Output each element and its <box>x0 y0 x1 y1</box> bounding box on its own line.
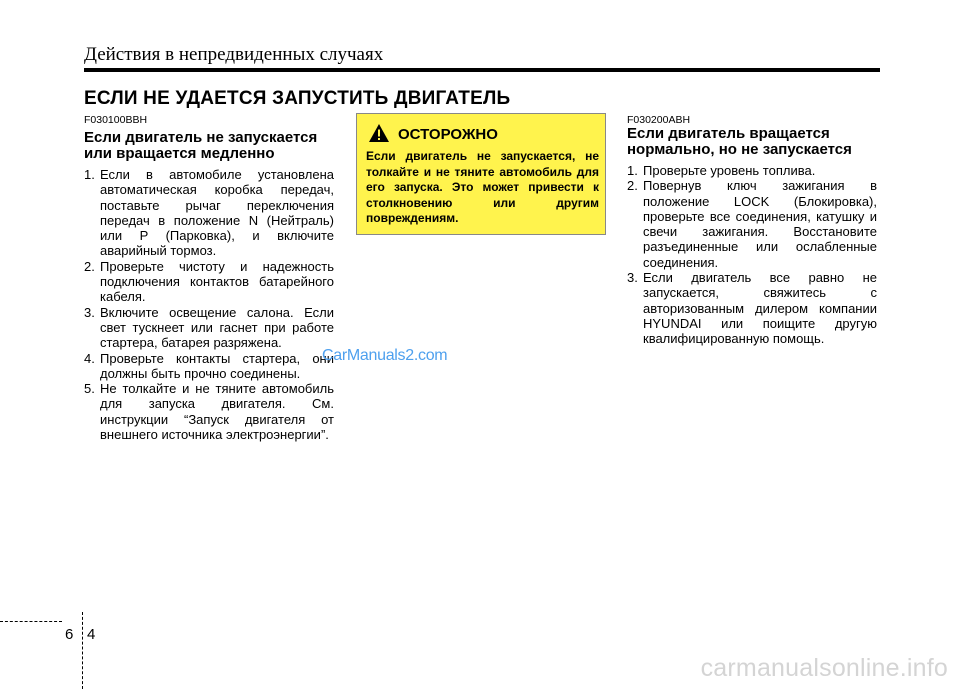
warning-triangle-icon <box>368 123 390 143</box>
warning-title: ОСТОРОЖНО <box>398 126 498 143</box>
left-code: F030100BBH <box>84 114 148 126</box>
right-subhead: Если двигатель вращается нормально, но не запускается <box>627 125 852 158</box>
list-item: 1. Проверьте уровень топлива. <box>627 163 816 178</box>
chapter-title: Действия в непредвиденных случаях <box>84 44 384 65</box>
section-title: ЕСЛИ НЕ УДАЕТСЯ ЗАПУСТИТЬ ДВИГАТЕЛЬ <box>84 88 511 109</box>
right-list <box>627 163 877 347</box>
list-item: 2. Проверьте чистоту и надежность подключения контактов батарейного кабеля. <box>84 258 334 305</box>
page-number: 4 <box>87 626 96 643</box>
footer-rule <box>0 621 62 622</box>
right-code: F030200ABH <box>627 114 691 126</box>
footer-watermark: carmanualsonline.info <box>700 654 948 682</box>
list-item: 5. Не толкайте и не тяните автомобиль для запуска двигателя. См. инструкции “Запуск двигателя от внешнего источника электроэнергии”. <box>84 381 334 443</box>
footer-divider <box>82 612 83 689</box>
list-item: 1. Если в автомобиле установлена автоматическая коробка передач, поставьте рычаг переключения передач в положение N (Нейтраль) или P (Парковка), и включите аварийный тормоз. <box>84 167 334 259</box>
list-item: 4. Проверьте контакты стартера, они должны быть прочно соединены. <box>84 350 334 381</box>
list-item: 3. Включите освещение салона. Если свет тускнеет или гаснет при работе стартера, батарея разряжена. <box>84 304 334 351</box>
left-subhead: Если двигатель не запускается или вращается медленно <box>84 129 318 162</box>
list-item: 2. Повернув ключ зажигания в положение LOCK (Блокировка), проверьте все соединения, катушку и свечи зажигания. Восстановите разъединенные или ослабленные соединения. <box>627 178 877 270</box>
header-rule <box>84 68 880 72</box>
left-list <box>84 167 334 442</box>
watermark-link[interactable]: CarManuals2.com <box>322 347 448 364</box>
warning-text: Если двигатель не запускается, не толкайте и не тяните автомобиль для его запуска. Это может привести к столкновению или другим повреждениям. <box>366 149 599 225</box>
list-item: 3. Если двигатель все равно не запускается, свяжитесь с авторизованным дилером компании HYUNDAI или поищите другую квалифицированную помощь. <box>627 270 877 347</box>
warning-box <box>356 113 606 235</box>
section-number: 6 <box>65 626 74 643</box>
